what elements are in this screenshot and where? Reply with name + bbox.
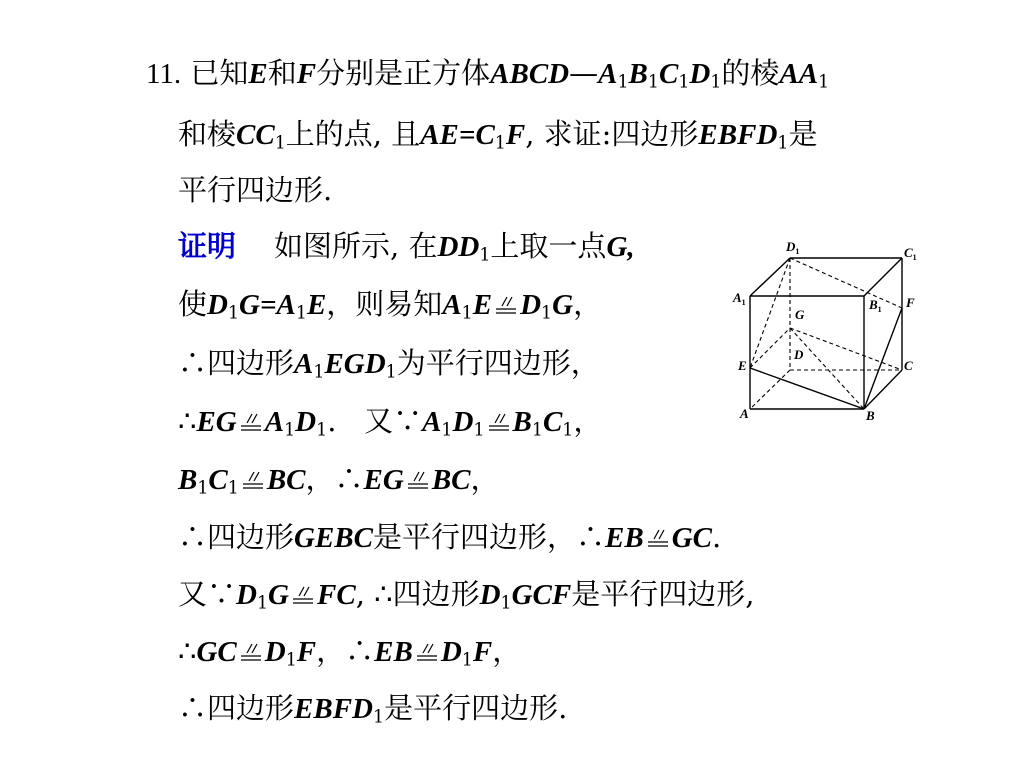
math-var: E [306, 289, 327, 321]
math-var: A [442, 289, 462, 321]
parallel-equal-symbol [487, 411, 511, 433]
subscript: 1 [562, 420, 574, 441]
label-C1: $C_1$ [904, 245, 917, 262]
subscript: 1 [441, 420, 453, 441]
subscript: 1 [710, 72, 722, 93]
subscript: 1 [385, 362, 397, 383]
math-var: GEBC [294, 522, 373, 554]
math-var: A [294, 348, 314, 380]
parallel-equal-symbol [239, 411, 263, 433]
math-var: C [475, 119, 495, 151]
text: . [712, 520, 722, 554]
proof-line-2 [178, 284, 602, 333]
text: , 求证:四边形 [525, 117, 699, 151]
label-B: B [866, 408, 875, 423]
proof-line-3 [178, 343, 600, 392]
math-var: B [628, 58, 648, 90]
subscript: 1 [494, 133, 506, 154]
subscript: 1 [256, 593, 269, 614]
math-var: D [452, 406, 474, 438]
proof-line-9 [178, 688, 567, 737]
text: = [260, 289, 277, 321]
text: 是平行四边形. [384, 691, 568, 725]
subscript: 1 [531, 420, 543, 441]
text: 和 [267, 56, 297, 90]
math-var: BC [266, 464, 306, 496]
math-var: B [512, 406, 532, 438]
proof-line-6 [178, 517, 721, 558]
math-var: C [658, 58, 679, 90]
text: , [627, 231, 635, 263]
subscript: 1 [227, 303, 240, 324]
proof-line-8 [178, 631, 521, 680]
text: = [458, 119, 476, 151]
label-G: G [795, 307, 805, 322]
text: — [569, 56, 599, 90]
subscript: 1 [285, 650, 297, 671]
subscript: 1 [284, 420, 296, 441]
text: 使 [178, 287, 208, 321]
text: ∴ [178, 404, 197, 438]
text: ， [573, 287, 603, 321]
math-var: C [208, 464, 228, 496]
problem-line-1 [146, 53, 829, 102]
parallel-equal-symbol [239, 641, 263, 663]
subscript: 1 [461, 650, 473, 671]
math-var: DD [437, 231, 480, 263]
text: ，∴ [316, 634, 375, 668]
math-var: CC [236, 119, 275, 151]
math-var: GCF [511, 579, 572, 611]
subscript: 1 [541, 303, 553, 324]
proof-label: 证明 [178, 229, 237, 263]
parallel-equal-symbol [241, 469, 265, 491]
text: ，则易知 [326, 287, 443, 321]
math-var: A [264, 406, 285, 438]
math-var: A [422, 406, 442, 438]
text: 平行四边形. [178, 173, 333, 207]
problem-line-2 [178, 114, 818, 163]
math-var: EG [363, 464, 404, 496]
math-var: EBFD [294, 693, 373, 725]
subscript: 1 [197, 478, 209, 499]
math-var: D [479, 579, 501, 611]
subscript: 1 [818, 72, 830, 93]
parallel-equal-symbol [291, 584, 315, 606]
math-var: A [598, 58, 618, 90]
parallel-equal-symbol [406, 469, 430, 491]
subscript: 1 [295, 303, 307, 324]
math-var: AA [779, 58, 819, 90]
math-var: EBFD [698, 119, 778, 151]
math-var: GC [196, 636, 237, 668]
parallel-equal-symbol [415, 641, 439, 663]
label-A: A [740, 406, 749, 421]
math-var: F [296, 58, 317, 90]
math-var: EGD [324, 348, 386, 380]
text: ， [492, 634, 522, 668]
text: 已知 [190, 56, 249, 90]
math-var: D [520, 289, 542, 321]
text: ∴四边形 [178, 691, 295, 725]
label-D: D [794, 347, 804, 362]
math-var: D [207, 289, 228, 321]
problem-number: 11. [146, 58, 182, 90]
subscript: 1 [373, 707, 385, 728]
math-var: A [276, 289, 296, 321]
problem-line-3 [178, 170, 332, 210]
text: ， [470, 462, 500, 496]
proof-line-1 [178, 226, 635, 275]
label-F: F [906, 295, 915, 310]
math-var: D [236, 579, 257, 611]
text: 是平行四边形, [571, 577, 755, 611]
math-var: EB [605, 522, 644, 554]
math-var: D [440, 636, 462, 668]
math-var: F [472, 636, 493, 668]
label-B1: $B_1$ [869, 297, 882, 314]
text: 又∵ [178, 577, 237, 611]
label-A1: $A_1$ [733, 290, 746, 307]
text: 分别是正方体 [316, 56, 491, 90]
math-var: F [505, 119, 526, 151]
text: 是 [788, 117, 818, 151]
parallel-equal-symbol [494, 294, 518, 316]
math-var: GC [671, 522, 712, 554]
label-C: C [904, 358, 913, 373]
math-var: B [178, 464, 198, 496]
proof-line-7 [178, 574, 754, 623]
text: 上取一点 [490, 229, 607, 263]
subscript: 1 [313, 362, 325, 383]
math-var: G [606, 231, 628, 263]
text: , ∴四边形 [355, 577, 480, 611]
text: 为平行四边形， [396, 346, 600, 380]
math-var: G [552, 289, 574, 321]
text: ， [573, 404, 603, 438]
subscript: 1 [227, 478, 239, 499]
math-var: EG [196, 406, 237, 438]
math-var: EB [374, 636, 413, 668]
subscript: 1 [274, 133, 286, 154]
subscript: 1 [461, 303, 473, 324]
text: 的棱 [721, 56, 780, 90]
proof-line-4 [178, 401, 602, 450]
math-var: E [248, 58, 268, 90]
math-var: FC [317, 579, 356, 611]
parallel-equal-symbol [646, 527, 670, 549]
text: . 又∵ [327, 404, 423, 438]
subscript: 1 [316, 420, 328, 441]
math-var: E [472, 289, 493, 321]
proof-line-5 [178, 459, 500, 508]
math-var: D [295, 406, 317, 438]
math-var: G [239, 289, 260, 321]
math-var: BC [431, 464, 471, 496]
math-var: G [268, 579, 289, 611]
text: ∴四边形 [178, 346, 295, 380]
text: 如图所示, 在 [274, 229, 438, 263]
cube-figure [728, 236, 928, 426]
subscript: 1 [678, 72, 690, 93]
text: 是平行四边形，∴ [373, 520, 606, 554]
text: 和棱 [178, 117, 237, 151]
subscript: 1 [500, 593, 512, 614]
math-var: D [264, 636, 286, 668]
subscript: 1 [479, 245, 491, 266]
math-var: ABCD [490, 58, 570, 90]
subscript: 1 [647, 72, 659, 93]
text: 上的点, 且 [285, 117, 421, 151]
text: ∴ [178, 634, 197, 668]
label-E: E [738, 358, 747, 373]
label-D1: $D_1$ [786, 239, 800, 256]
math-var: AE [420, 119, 459, 151]
math-var: F [296, 636, 317, 668]
math-var: D [689, 58, 711, 90]
subscript: 1 [777, 133, 789, 154]
text: ，∴ [305, 462, 364, 496]
subscript: 1 [617, 72, 629, 93]
text: ∴四边形 [178, 520, 295, 554]
math-var: C [542, 406, 563, 438]
subscript: 1 [473, 420, 485, 441]
